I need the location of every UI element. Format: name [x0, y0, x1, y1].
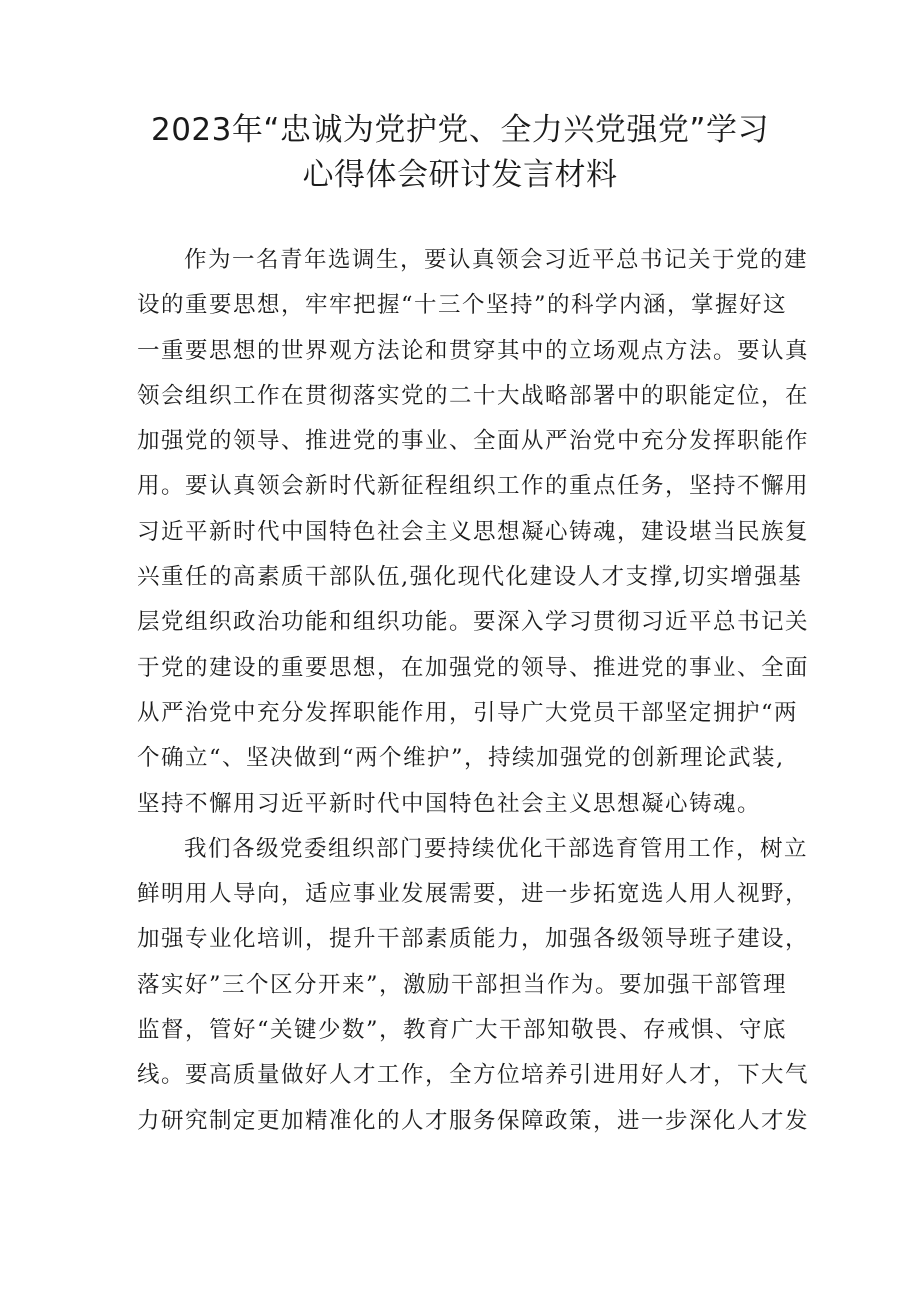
text-line: 鲜明用人导向，适应事业发展需要，进一步拓宽选人用人视野， — [137, 881, 810, 908]
text-line: 坚持不懈用习近平新时代中国特色社会主义思想凝心铸魂。 — [137, 790, 762, 817]
text-line: 加强党的领导、推进党的事业、全面从严治党中充分发挥职能作 — [137, 428, 810, 455]
paragraph-2 — [0, 827, 920, 1144]
text-line: 领会组织工作在贯彻落实党的二十大战略部署中的职能定位，在 — [137, 382, 810, 409]
text-line: 力研究制定更加精准化的人才服务保障政策，进一步深化人才发 — [137, 1107, 810, 1134]
text-line: 兴重任的高素质干部队伍,强化现代化建设人才支撑,切实增强基 — [137, 564, 803, 591]
text-line: 从严治党中充分发挥职能作用，引导广大党员干部坚定拥护“两 — [137, 699, 799, 726]
text-line: 层党组织政治功能和组织功能。要深入学习贯彻习近平总书记关 — [137, 609, 810, 636]
text-line: 落实好”三个区分开来”，激励干部担当作为。要加强干部管理 — [137, 971, 788, 998]
text-line: 加强专业化培训，提升干部素质能力，加强各级领导班子建设， — [137, 926, 810, 953]
title-line-1: 2023年“忠诚为党护党、全力兴党强党”学习 — [150, 112, 769, 148]
text-line: 个确立“、坚决做到“两个维护”，持续加强党的创新理论武装, — [137, 745, 785, 772]
text-line: 线。要高质量做好人才工作，全方位培养引进用好人才，下大气 — [137, 1062, 810, 1089]
text-line: 于党的建设的重要思想，在加强党的领导、推进党的事业、全面 — [137, 654, 810, 681]
text-line: 习近平新时代中国特色社会主义思想凝心铸魂，建设堪当民族复 — [137, 518, 810, 545]
document-title — [110, 108, 810, 199]
title-line-2: 心得体会研讨发言材料 — [302, 157, 618, 194]
text-line: 作为一名青年选调生，要认真领会习近平总书记关于党的建 — [184, 247, 809, 273]
text-line: 设的重要思想，牢牢把握“十三个坚持”的科学内涵，掌握好这 — [137, 292, 788, 319]
text-line: 用。要认真领会新时代新征程组织工作的重点任务，坚持不懈用 — [137, 473, 810, 500]
text-line: 监督，管好“关键少数”，教育广大干部知敬畏、存戒惧、守底 — [137, 1017, 788, 1044]
document-body — [0, 238, 920, 1144]
text-line: 一重要思想的世界观方法论和贯穿其中的立场观点方法。要认真 — [137, 337, 810, 364]
text-line: 我们各级党委组织部门要持续优化干部选育管用工作，树立 — [184, 835, 809, 862]
paragraph-1 — [0, 238, 920, 827]
